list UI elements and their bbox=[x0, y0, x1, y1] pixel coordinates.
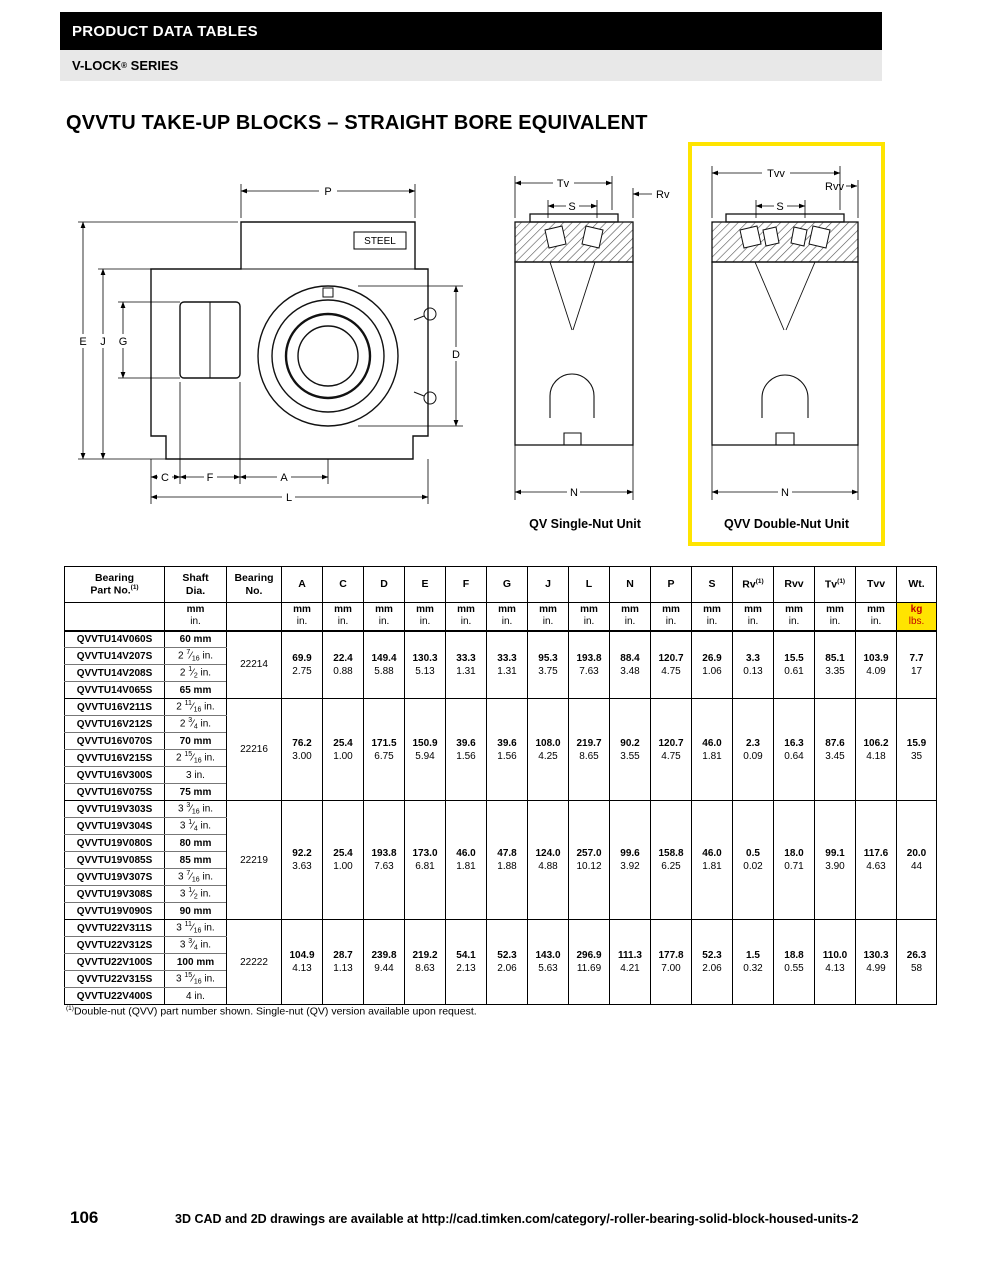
dim-value-cell: 193.8 7.63 bbox=[569, 631, 610, 699]
dim-value-cell: 54.1 2.13 bbox=[446, 920, 487, 1005]
dim-value-cell: 177.8 7.00 bbox=[651, 920, 692, 1005]
dim-value-cell: 87.6 3.45 bbox=[815, 699, 856, 801]
shaft-dia-cell: 3 $^3⁄_4$ in. bbox=[165, 937, 227, 954]
dim-label-p: P bbox=[324, 186, 332, 198]
col-header: Shaft Dia. bbox=[165, 567, 227, 603]
dim-value-cell: 257.0 10.12 bbox=[569, 801, 610, 920]
dim-value-cell: 28.7 1.13 bbox=[323, 920, 364, 1005]
part-number-cell: QVVTU14V060S bbox=[65, 631, 165, 648]
dim-value-cell: 22.4 0.88 bbox=[323, 631, 364, 699]
dim-value-cell: 117.6 4.63 bbox=[856, 801, 897, 920]
registered-mark: ® bbox=[121, 61, 128, 70]
dim-value-cell: 1.5 0.32 bbox=[733, 920, 774, 1005]
part-number-cell: QVVTU22V315S bbox=[65, 971, 165, 988]
part-number-cell: QVVTU14V207S bbox=[65, 648, 165, 665]
shaft-dia-cell: 3 $^{15}⁄_{16}$ in. bbox=[165, 971, 227, 988]
bearing-no-cell: 22219 bbox=[227, 801, 282, 920]
roller-icon bbox=[763, 227, 779, 246]
col-header: L bbox=[569, 567, 610, 603]
shaft-dia-cell: 2 $^{11}⁄_{16}$ in. bbox=[165, 699, 227, 716]
dim-units-cell: mm in. bbox=[733, 603, 774, 631]
diagram-area bbox=[0, 0, 1000, 560]
dim-value-cell: 99.6 3.92 bbox=[610, 801, 651, 920]
col-header: F bbox=[446, 567, 487, 603]
qv-caption: QV Single-Nut Unit bbox=[529, 517, 641, 531]
dim-value-cell: 15.5 0.61 bbox=[774, 631, 815, 699]
qv-housing-body bbox=[515, 262, 633, 445]
front-view-diagram bbox=[58, 144, 498, 516]
dim-label-e: E bbox=[79, 336, 87, 348]
dim-label-j: J bbox=[100, 336, 106, 348]
col-header: Bearing No. bbox=[227, 567, 282, 603]
dim-value-cell: 108.0 4.25 bbox=[528, 699, 569, 801]
shaft-dia-cell: 3 in. bbox=[165, 767, 227, 784]
dim-value-cell: 52.3 2.06 bbox=[692, 920, 733, 1005]
roller-icon bbox=[545, 226, 566, 248]
dim-label-c: C bbox=[161, 472, 169, 484]
dim-label-rv: Rv bbox=[656, 189, 670, 201]
dim-units-cell: mm in. bbox=[692, 603, 733, 631]
roller-icon bbox=[582, 226, 603, 248]
dim-value-cell: 7.7 17 bbox=[897, 631, 937, 699]
qvv-dimension-lines bbox=[712, 166, 858, 500]
part-number-cell: QVVTU19V303S bbox=[65, 801, 165, 818]
shaft-dia-cell: 3 $^{11}⁄_{16}$ in. bbox=[165, 920, 227, 937]
front-view-labels bbox=[76, 184, 464, 504]
part-number-cell: QVVTU16V215S bbox=[65, 750, 165, 767]
series-name: V-LOCK bbox=[72, 58, 122, 73]
bearing-no-cell: 22216 bbox=[227, 699, 282, 801]
lube-fitting-icon bbox=[424, 392, 436, 404]
spec-units-row bbox=[65, 603, 937, 631]
roller-icon bbox=[791, 227, 807, 246]
top-bar-title: PRODUCT DATA TABLES bbox=[72, 22, 258, 40]
dim-value-cell: 143.0 5.63 bbox=[528, 920, 569, 1005]
col-header: Tv$^{(1)}$ bbox=[815, 567, 856, 603]
dim-value-cell: 26.3 58 bbox=[897, 920, 937, 1005]
dim-value-cell: 120.7 4.75 bbox=[651, 699, 692, 801]
dim-value-cell: 85.1 3.35 bbox=[815, 631, 856, 699]
shaft-dia-cell: 4 in. bbox=[165, 988, 227, 1005]
shaft-dia-cell: 2 $^{15}⁄_{16}$ in. bbox=[165, 750, 227, 767]
table-row bbox=[65, 920, 937, 937]
qvv-caption: QVV Double-Nut Unit bbox=[724, 517, 849, 531]
col-header: Rv$^{(1)}$ bbox=[733, 567, 774, 603]
shaft-dia-cell: 2 $^7⁄_{16}$ in. bbox=[165, 648, 227, 665]
dim-label-a: A bbox=[280, 472, 288, 484]
roller-icon bbox=[740, 226, 761, 248]
shaft-dia-cell: 100 mm bbox=[165, 954, 227, 971]
dim-value-cell: 76.2 3.00 bbox=[282, 699, 323, 801]
lube-fitting-icon bbox=[424, 308, 436, 320]
dim-value-cell: 173.0 6.81 bbox=[405, 801, 446, 920]
qvv-housing-body bbox=[712, 262, 858, 445]
dim-value-cell: 92.2 3.63 bbox=[282, 801, 323, 920]
part-number-cell: QVVTU16V212S bbox=[65, 716, 165, 733]
bearing-no-cell: 22222 bbox=[227, 920, 282, 1005]
part-number-cell: QVVTU19V307S bbox=[65, 869, 165, 886]
dim-value-cell: 3.3 0.13 bbox=[733, 631, 774, 699]
bearing-no-cell: 22214 bbox=[227, 631, 282, 699]
shaft-units-cell: mm in. bbox=[165, 603, 227, 631]
dim-label-tvv: Tvv bbox=[767, 168, 785, 180]
shaft-dia-cell: 60 mm bbox=[165, 631, 227, 648]
part-number-cell: QVVTU16V300S bbox=[65, 767, 165, 784]
col-header: Bearing Part No.$^{(1)}$ bbox=[65, 567, 165, 603]
steel-label: STEEL bbox=[364, 236, 396, 247]
units-empty-cell bbox=[227, 603, 282, 631]
dim-value-cell: 88.4 3.48 bbox=[610, 631, 651, 699]
dim-value-cell: 18.8 0.55 bbox=[774, 920, 815, 1005]
dim-value-cell: 39.6 1.56 bbox=[487, 699, 528, 801]
table-row bbox=[65, 801, 937, 818]
dim-value-cell: 171.5 6.75 bbox=[364, 699, 405, 801]
qvv-bearing-section bbox=[712, 222, 858, 262]
shaft-dia-cell: 3 $^7⁄_{16}$ in. bbox=[165, 869, 227, 886]
dim-label-n: N bbox=[570, 487, 578, 499]
spec-table-body bbox=[65, 631, 937, 1005]
col-header: P bbox=[651, 567, 692, 603]
dim-value-cell: 15.9 35 bbox=[897, 699, 937, 801]
shaft-dia-cell: 3 $^3⁄_{16}$ in. bbox=[165, 801, 227, 818]
units-empty-cell bbox=[65, 603, 165, 631]
footer-note: 3D CAD and 2D drawings are available at http://cad.timken.com/category/-roller-bearing-solid-block-housed-units-2 bbox=[175, 1212, 859, 1226]
dim-units-cell: mm in. bbox=[815, 603, 856, 631]
dim-value-cell: 18.0 0.71 bbox=[774, 801, 815, 920]
qv-unit-diagram bbox=[500, 150, 675, 522]
weight-units-cell: kg lbs. bbox=[897, 603, 937, 631]
dim-value-cell: 104.9 4.13 bbox=[282, 920, 323, 1005]
front-view-outline bbox=[151, 222, 436, 459]
qv-outline bbox=[515, 214, 633, 445]
dim-value-cell: 103.9 4.09 bbox=[856, 631, 897, 699]
part-number-cell: QVVTU19V085S bbox=[65, 852, 165, 869]
dim-units-cell: mm in. bbox=[651, 603, 692, 631]
spec-header-row bbox=[65, 567, 937, 603]
qv-bearing-section bbox=[515, 222, 633, 262]
dim-units-cell: mm in. bbox=[528, 603, 569, 631]
dim-value-cell: 239.8 9.44 bbox=[364, 920, 405, 1005]
col-header: C bbox=[323, 567, 364, 603]
dim-value-cell: 26.9 1.06 bbox=[692, 631, 733, 699]
dim-value-cell: 2.3 0.09 bbox=[733, 699, 774, 801]
part-number-cell: QVVTU16V211S bbox=[65, 699, 165, 716]
col-header: J bbox=[528, 567, 569, 603]
shaft-dia-cell: 75 mm bbox=[165, 784, 227, 801]
col-header: G bbox=[487, 567, 528, 603]
col-header: D bbox=[364, 567, 405, 603]
dim-value-cell: 47.8 1.88 bbox=[487, 801, 528, 920]
page-number: 106 bbox=[70, 1208, 99, 1227]
dim-value-cell: 0.5 0.02 bbox=[733, 801, 774, 920]
dim-value-cell: 33.3 1.31 bbox=[446, 631, 487, 699]
dim-value-cell: 95.3 3.75 bbox=[528, 631, 569, 699]
shaft-dia-cell: 2 $^3⁄_4$ in. bbox=[165, 716, 227, 733]
part-number-cell: QVVTU19V080S bbox=[65, 835, 165, 852]
dim-value-cell: 120.7 4.75 bbox=[651, 631, 692, 699]
part-number-cell: QVVTU19V308S bbox=[65, 886, 165, 903]
series-rest: SERIES bbox=[127, 58, 179, 73]
shaft-dia-cell: 3 $^1⁄_2$ in. bbox=[165, 886, 227, 903]
dim-label-s: S bbox=[776, 201, 784, 213]
dim-units-cell: mm in. bbox=[323, 603, 364, 631]
col-header: A bbox=[282, 567, 323, 603]
col-header: Rvv bbox=[774, 567, 815, 603]
qvv-outline bbox=[712, 214, 858, 445]
page-footer bbox=[0, 1208, 1000, 1238]
col-header: Wt. bbox=[897, 567, 937, 603]
dim-value-cell: 99.1 3.90 bbox=[815, 801, 856, 920]
qvv-labels bbox=[762, 166, 844, 499]
dim-value-cell: 106.2 4.18 bbox=[856, 699, 897, 801]
dim-value-cell: 46.0 1.81 bbox=[446, 801, 487, 920]
dim-value-cell: 130.3 4.99 bbox=[856, 920, 897, 1005]
dim-units-cell: mm in. bbox=[856, 603, 897, 631]
shaft-dia-cell: 2 $^1⁄_2$ in. bbox=[165, 665, 227, 682]
shaft-dia-cell: 85 mm bbox=[165, 852, 227, 869]
dim-value-cell: 193.8 7.63 bbox=[364, 801, 405, 920]
dim-units-cell: mm in. bbox=[405, 603, 446, 631]
part-number-cell: QVVTU22V400S bbox=[65, 988, 165, 1005]
qvv-unit-diagram bbox=[700, 150, 884, 522]
dim-label-l: L bbox=[285, 492, 293, 504]
spec-table bbox=[64, 566, 937, 1005]
dim-value-cell: 25.4 1.00 bbox=[323, 699, 364, 801]
shaft-dia-cell: 70 mm bbox=[165, 733, 227, 750]
footnote-text: Double-nut (QVV) part number shown. Single-nut (QV) version available upon request. bbox=[73, 1005, 477, 1018]
dim-value-cell: 39.6 1.56 bbox=[446, 699, 487, 801]
dim-value-cell: 16.3 0.64 bbox=[774, 699, 815, 801]
dim-value-cell: 150.9 5.94 bbox=[405, 699, 446, 801]
dim-units-cell: mm in. bbox=[446, 603, 487, 631]
footnote-sup: (1) bbox=[66, 1005, 74, 1012]
part-number-cell: QVVTU16V070S bbox=[65, 733, 165, 750]
part-number-cell: QVVTU22V312S bbox=[65, 937, 165, 954]
dim-label-rvv: Rvv bbox=[825, 181, 844, 193]
part-number-cell: QVVTU16V075S bbox=[65, 784, 165, 801]
part-number-cell: QVVTU22V311S bbox=[65, 920, 165, 937]
dim-value-cell: 219.2 8.63 bbox=[405, 920, 446, 1005]
dim-value-cell: 111.3 4.21 bbox=[610, 920, 651, 1005]
dim-label-d: D bbox=[452, 349, 460, 361]
dim-value-cell: 20.0 44 bbox=[897, 801, 937, 920]
spec-table-wrap bbox=[64, 566, 937, 1005]
dim-value-cell: 158.8 6.25 bbox=[651, 801, 692, 920]
dim-units-cell: mm in. bbox=[774, 603, 815, 631]
footnote bbox=[66, 1005, 477, 1018]
dim-label-s: S bbox=[568, 201, 576, 213]
dim-value-cell: 25.4 1.00 bbox=[323, 801, 364, 920]
table-row bbox=[65, 631, 937, 648]
part-number-cell: QVVTU14V208S bbox=[65, 665, 165, 682]
dim-units-cell: mm in. bbox=[487, 603, 528, 631]
dim-value-cell: 110.0 4.13 bbox=[815, 920, 856, 1005]
dim-value-cell: 219.7 8.65 bbox=[569, 699, 610, 801]
part-number-cell: QVVTU19V090S bbox=[65, 903, 165, 920]
col-header: Tvv bbox=[856, 567, 897, 603]
shaft-dia-cell: 65 mm bbox=[165, 682, 227, 699]
dim-units-cell: mm in. bbox=[610, 603, 651, 631]
table-row bbox=[65, 699, 937, 716]
dim-units-cell: mm in. bbox=[282, 603, 323, 631]
col-header: S bbox=[692, 567, 733, 603]
dim-value-cell: 124.0 4.88 bbox=[528, 801, 569, 920]
part-number-cell: QVVTU14V065S bbox=[65, 682, 165, 699]
shaft-dia-cell: 3 $^1⁄_4$ in. bbox=[165, 818, 227, 835]
dim-value-cell: 33.3 1.31 bbox=[487, 631, 528, 699]
dim-value-cell: 52.3 2.06 bbox=[487, 920, 528, 1005]
dim-units-cell: mm in. bbox=[569, 603, 610, 631]
dim-value-cell: 69.9 2.75 bbox=[282, 631, 323, 699]
dim-label-f: F bbox=[206, 472, 214, 484]
dim-label-g: G bbox=[118, 336, 128, 348]
part-number-cell: QVVTU19V304S bbox=[65, 818, 165, 835]
part-number-cell: QVVTU22V100S bbox=[65, 954, 165, 971]
roller-icon bbox=[809, 226, 830, 248]
dim-value-cell: 90.2 3.55 bbox=[610, 699, 651, 801]
dim-value-cell: 296.9 11.69 bbox=[569, 920, 610, 1005]
shaft-dia-cell: 90 mm bbox=[165, 903, 227, 920]
dim-value-cell: 46.0 1.81 bbox=[692, 801, 733, 920]
dim-value-cell: 130.3 5.13 bbox=[405, 631, 446, 699]
col-header: N bbox=[610, 567, 651, 603]
shaft-dia-cell: 80 mm bbox=[165, 835, 227, 852]
bearing-flange-circle bbox=[258, 286, 398, 426]
dim-label-n: N bbox=[781, 487, 789, 499]
dim-value-cell: 46.0 1.81 bbox=[692, 699, 733, 801]
col-header: E bbox=[405, 567, 446, 603]
dim-value-cell: 149.4 5.88 bbox=[364, 631, 405, 699]
page-title: QVVTU TAKE-UP BLOCKS – STRAIGHT BORE EQUIVALENT bbox=[66, 112, 648, 134]
dim-units-cell: mm in. bbox=[364, 603, 405, 631]
dim-label-tv: Tv bbox=[556, 178, 570, 190]
